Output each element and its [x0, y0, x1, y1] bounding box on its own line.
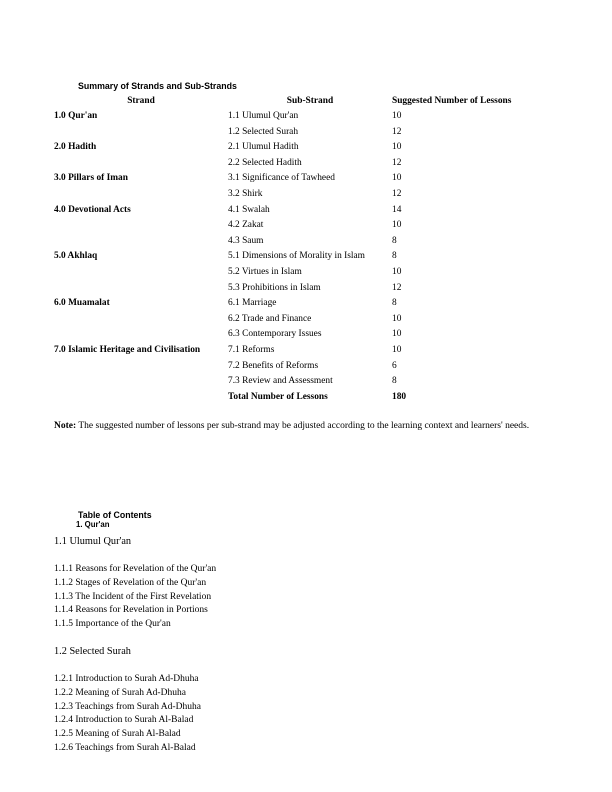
sub-strand-cell: 1.1 Ulumul Qur'an [228, 111, 299, 121]
table-row [54, 327, 542, 343]
strand-cell [54, 218, 228, 234]
table-row [54, 187, 542, 203]
table-row [54, 171, 542, 187]
lessons-cell: 8 [392, 376, 397, 387]
sub-strand-cell: 4.3 Saum [228, 235, 264, 246]
table-row [54, 312, 542, 328]
lessons-cell: 14 [392, 204, 402, 215]
table-row [54, 343, 542, 359]
sub-strand-cell: 2.2 Selected Hadith [228, 157, 302, 168]
toc-item: 1.2.3 Teachings from Surah Ad-Dhuha [54, 701, 201, 712]
note-label: Note: [54, 421, 77, 431]
strand-cell: 5.0 Akhlaq [54, 251, 98, 262]
sub-strand-cell: 6.1 Marriage [228, 298, 277, 309]
strands-table [54, 94, 542, 405]
lessons-cell: 10 [392, 329, 402, 340]
toc-item: 1.2.2 Meaning of Surah Ad-Dhuha [54, 687, 186, 698]
lessons-cell: 10 [392, 344, 402, 355]
sub-strand-cell: 6.2 Trade and Finance [228, 313, 312, 324]
sub-strand-cell: 5.1 Dimensions of Morality in Islam [228, 251, 365, 262]
toc-item: 1.1.5 Importance of the Qur'an [54, 619, 171, 630]
table-row [54, 125, 542, 141]
sub-strand-cell: 7.3 Review and Assessment [228, 376, 333, 387]
toc-item: 1.1.3 The Incident of the First Revelation [54, 591, 212, 602]
strand-cell: 1.0 Qur'an [54, 111, 98, 121]
lessons-cell: 10 [392, 220, 402, 231]
table-row [54, 203, 542, 219]
lessons-cell: 10 [392, 111, 402, 121]
strand-cell [54, 327, 228, 343]
toc-title: Table of Contents [78, 510, 152, 520]
sub-strand-cell: 5.3 Prohibitions in Islam [228, 282, 321, 293]
sub-strand-cell: 5.2 Virtues in Islam [228, 266, 302, 277]
strand-cell: 7.0 Islamic Heritage and Civilisation [54, 344, 201, 355]
strand-cell [54, 125, 228, 141]
lessons-cell: 10 [392, 142, 402, 153]
strand-cell: 2.0 Hadith [54, 142, 97, 153]
sub-strand-cell: 7.2 Benefits of Reforms [228, 360, 319, 371]
sub-strand-cell: 4.1 Swalah [228, 204, 270, 215]
note-paragraph [54, 421, 574, 432]
table-row [54, 234, 542, 250]
table-row [54, 359, 542, 375]
toc-section-heading: 1. Qur'an [76, 520, 110, 529]
table-row [54, 281, 542, 297]
lessons-cell: 12 [392, 188, 402, 199]
total-empty-cell [54, 390, 228, 406]
toc-subsection-title: 1.2 Selected Surah [54, 646, 131, 657]
strand-cell: 6.0 Muamalat [54, 298, 110, 309]
sub-strand-cell: 3.2 Shirk [228, 188, 263, 199]
strand-cell: 3.0 Pillars of Iman [54, 173, 128, 184]
table-row [54, 296, 542, 312]
lessons-cell: 10 [392, 313, 402, 324]
lessons-cell: 8 [392, 235, 397, 246]
strand-cell [54, 374, 228, 390]
table-row [54, 265, 542, 281]
column-header-strand: Strand [127, 96, 155, 106]
lessons-cell: 6 [392, 360, 397, 371]
sub-strand-cell: 6.3 Contemporary Issues [228, 329, 322, 340]
toc-item: 1.1.2 Stages of Revelation of the Qur'an [54, 577, 207, 588]
strand-cell: 4.0 Devotional Acts [54, 204, 131, 215]
lessons-cell: 12 [392, 157, 402, 168]
strand-cell [54, 359, 228, 375]
toc-item: 1.1.4 Reasons for Revelation in Portions [54, 605, 208, 616]
toc-item: 1.2.5 Meaning of Surah Al-Balad [54, 729, 181, 740]
strand-cell [54, 156, 228, 172]
sub-strand-cell: 2.1 Ulumul Hadith [228, 142, 299, 153]
toc-subsection-title: 1.1 Ulumul Qur'an [54, 536, 132, 547]
strand-cell [54, 281, 228, 297]
table-row [54, 374, 542, 390]
table-row [54, 140, 542, 156]
toc-item: 1.2.1 Introduction to Surah Ad-Dhuha [54, 674, 199, 684]
strand-cell [54, 234, 228, 250]
column-header-lessons: Suggested Number of Lessons [392, 96, 512, 106]
strand-cell [54, 312, 228, 328]
table-row [54, 109, 542, 125]
toc-list [54, 673, 201, 756]
lessons-cell: 12 [392, 282, 402, 293]
total-value: 180 [392, 391, 407, 402]
toc-item: 1.2.6 Teachings from Surah Al-Balad [54, 742, 196, 753]
lessons-cell: 10 [392, 266, 402, 277]
note-text: The suggested number of lessons per sub-strand may be adjusted according to the learning context and learners' needs. [78, 421, 530, 431]
strand-cell [54, 265, 228, 281]
strand-cell [54, 187, 228, 203]
table-row [54, 156, 542, 172]
sub-strand-cell: 4.2 Zakat [228, 220, 264, 231]
lessons-cell: 12 [392, 126, 402, 137]
total-row [54, 390, 542, 406]
summary-heading: Summary of Strands and Sub-Strands [78, 81, 237, 91]
column-header-sub-strand: Sub-Strand [286, 96, 334, 106]
toc-list [54, 563, 216, 632]
table-row [54, 218, 542, 234]
table-header-row [54, 94, 542, 109]
lessons-cell: 10 [392, 173, 402, 184]
toc-item: 1.1.1 Reasons for Revelation of the Qur'an [54, 564, 217, 574]
sub-strand-cell: 1.2 Selected Surah [228, 126, 299, 137]
total-label: Total Number of Lessons [228, 391, 328, 402]
sub-strand-cell: 7.1 Reforms [228, 344, 275, 355]
table-row [54, 249, 542, 265]
lessons-cell: 8 [392, 251, 397, 262]
toc-item: 1.2.4 Introduction to Surah Al-Balad [54, 715, 194, 726]
sub-strand-cell: 3.1 Significance of Tawheed [228, 173, 335, 184]
lessons-cell: 8 [392, 298, 397, 309]
